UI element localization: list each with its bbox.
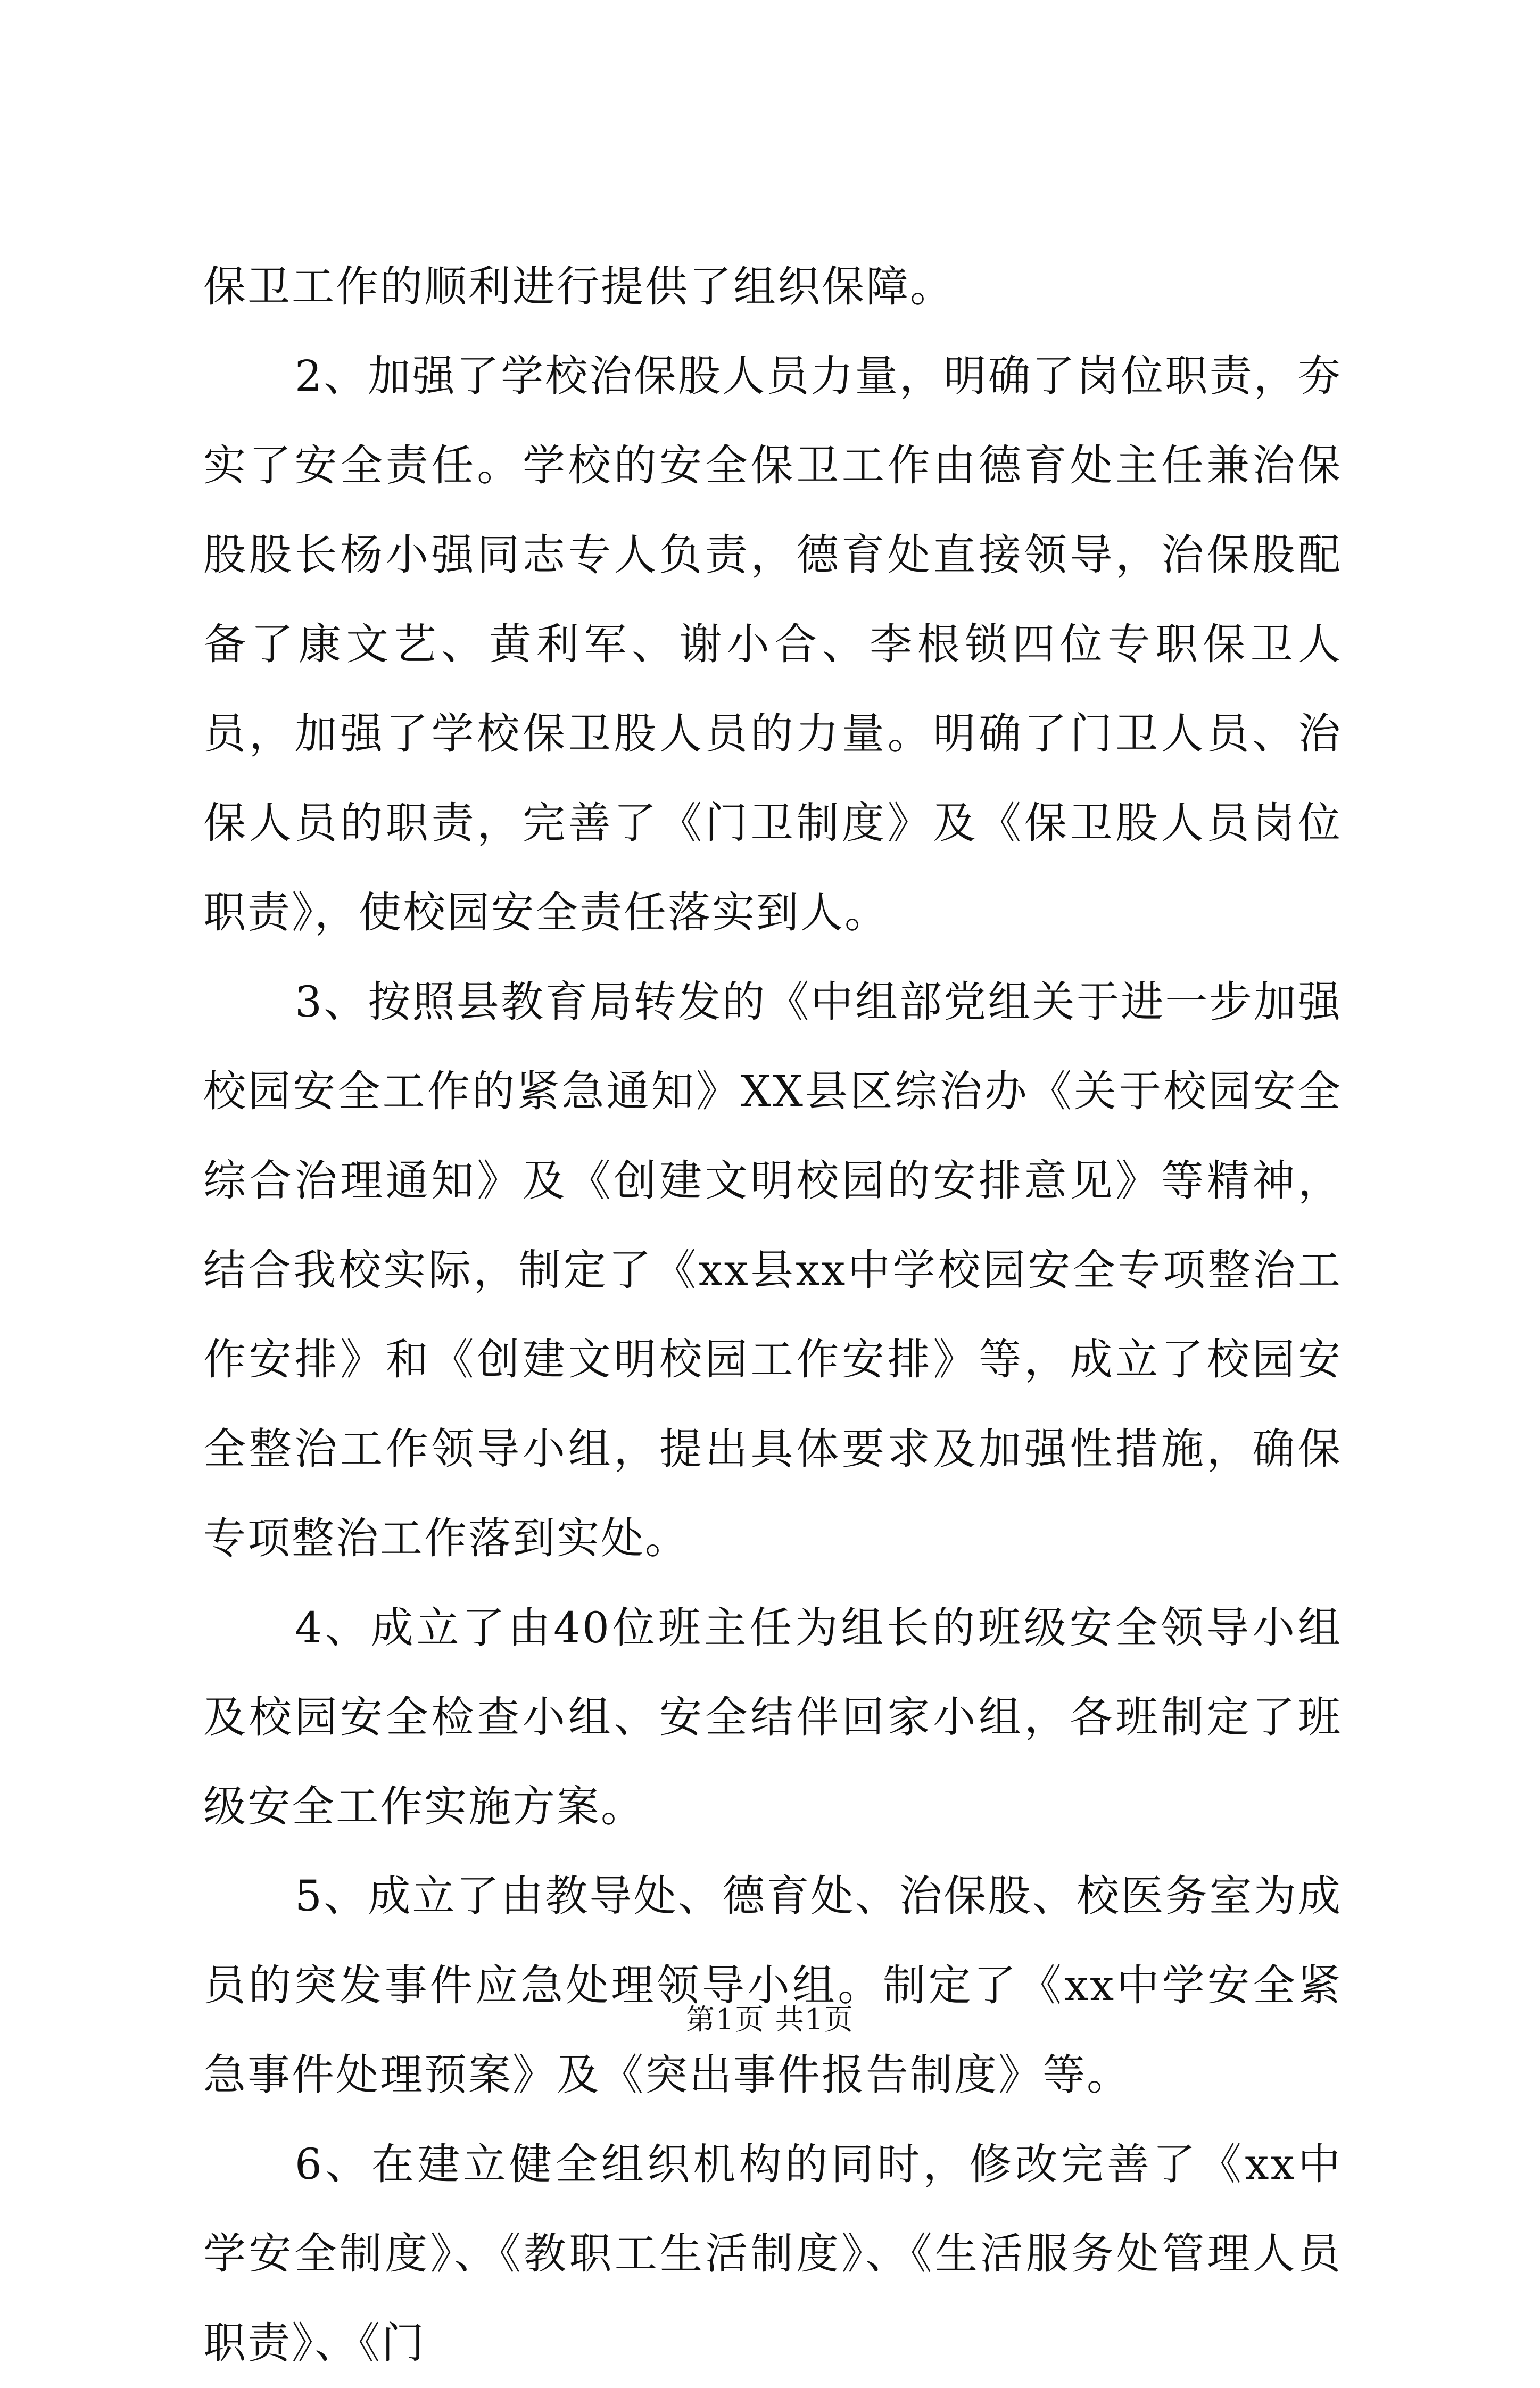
paragraph-4: 4、成立了由40位班主任为组长的班级安全领导小组及校园安全检查小组、安全结伴回家小组，各班制定了班级安全工作实施方案。: [203, 1603, 1342, 1831]
paragraph-6: 6、在建立健全组织机构的同时，修改完善了《xx中学安全制度》、《教职工生活制度》、《生活服务处管理人员职责》、《门: [203, 2139, 1342, 2368]
document-body: [203, 242, 1342, 2388]
paragraph-2: 2、加强了学校治保股人员力量，明确了岗位职责，夯实了安全责任。学校的安全保卫工作由德育处主任兼治保股股长杨小强同志专人负责，德育处直接领导，治保股配备了康文艺、黄利军、谢小合、李根锁四位专职保卫人员，加强了学校保卫股人员的力量。明确了门卫人员、治保人员的职责，完善了《门卫制度》及《保卫股人员岗位职责》，使校园安全责任落实到人。: [203, 351, 1342, 937]
paragraph-5: 5、成立了由教导处、德育处、治保股、校医务室为成员的突发事件应急处理领导小组。制定了《xx中学安全紧急事件处理预案》及《突出事件报告制度》等。: [203, 1871, 1342, 2100]
paragraph-1: 保卫工作的顺利进行提供了组织保障。: [203, 262, 954, 311]
page-footer: 第1页 共1页: [686, 2003, 854, 2036]
paragraph-3: 3、按照县教育局转发的《中组部党组关于进一步加强校园安全工作的紧急通知》XX县区综治办《关于校园安全综合治理通知》及《创建文明校园的安排意见》等精神，结合我校实际，制定了《xx县xx中学校园安全专项整治工作安排》和《创建文明校园工作安排》等，成立了校园安全整治工作领导小组，提出具体要求及加强性措施，确保专项整治工作落到实处。: [203, 977, 1342, 1563]
